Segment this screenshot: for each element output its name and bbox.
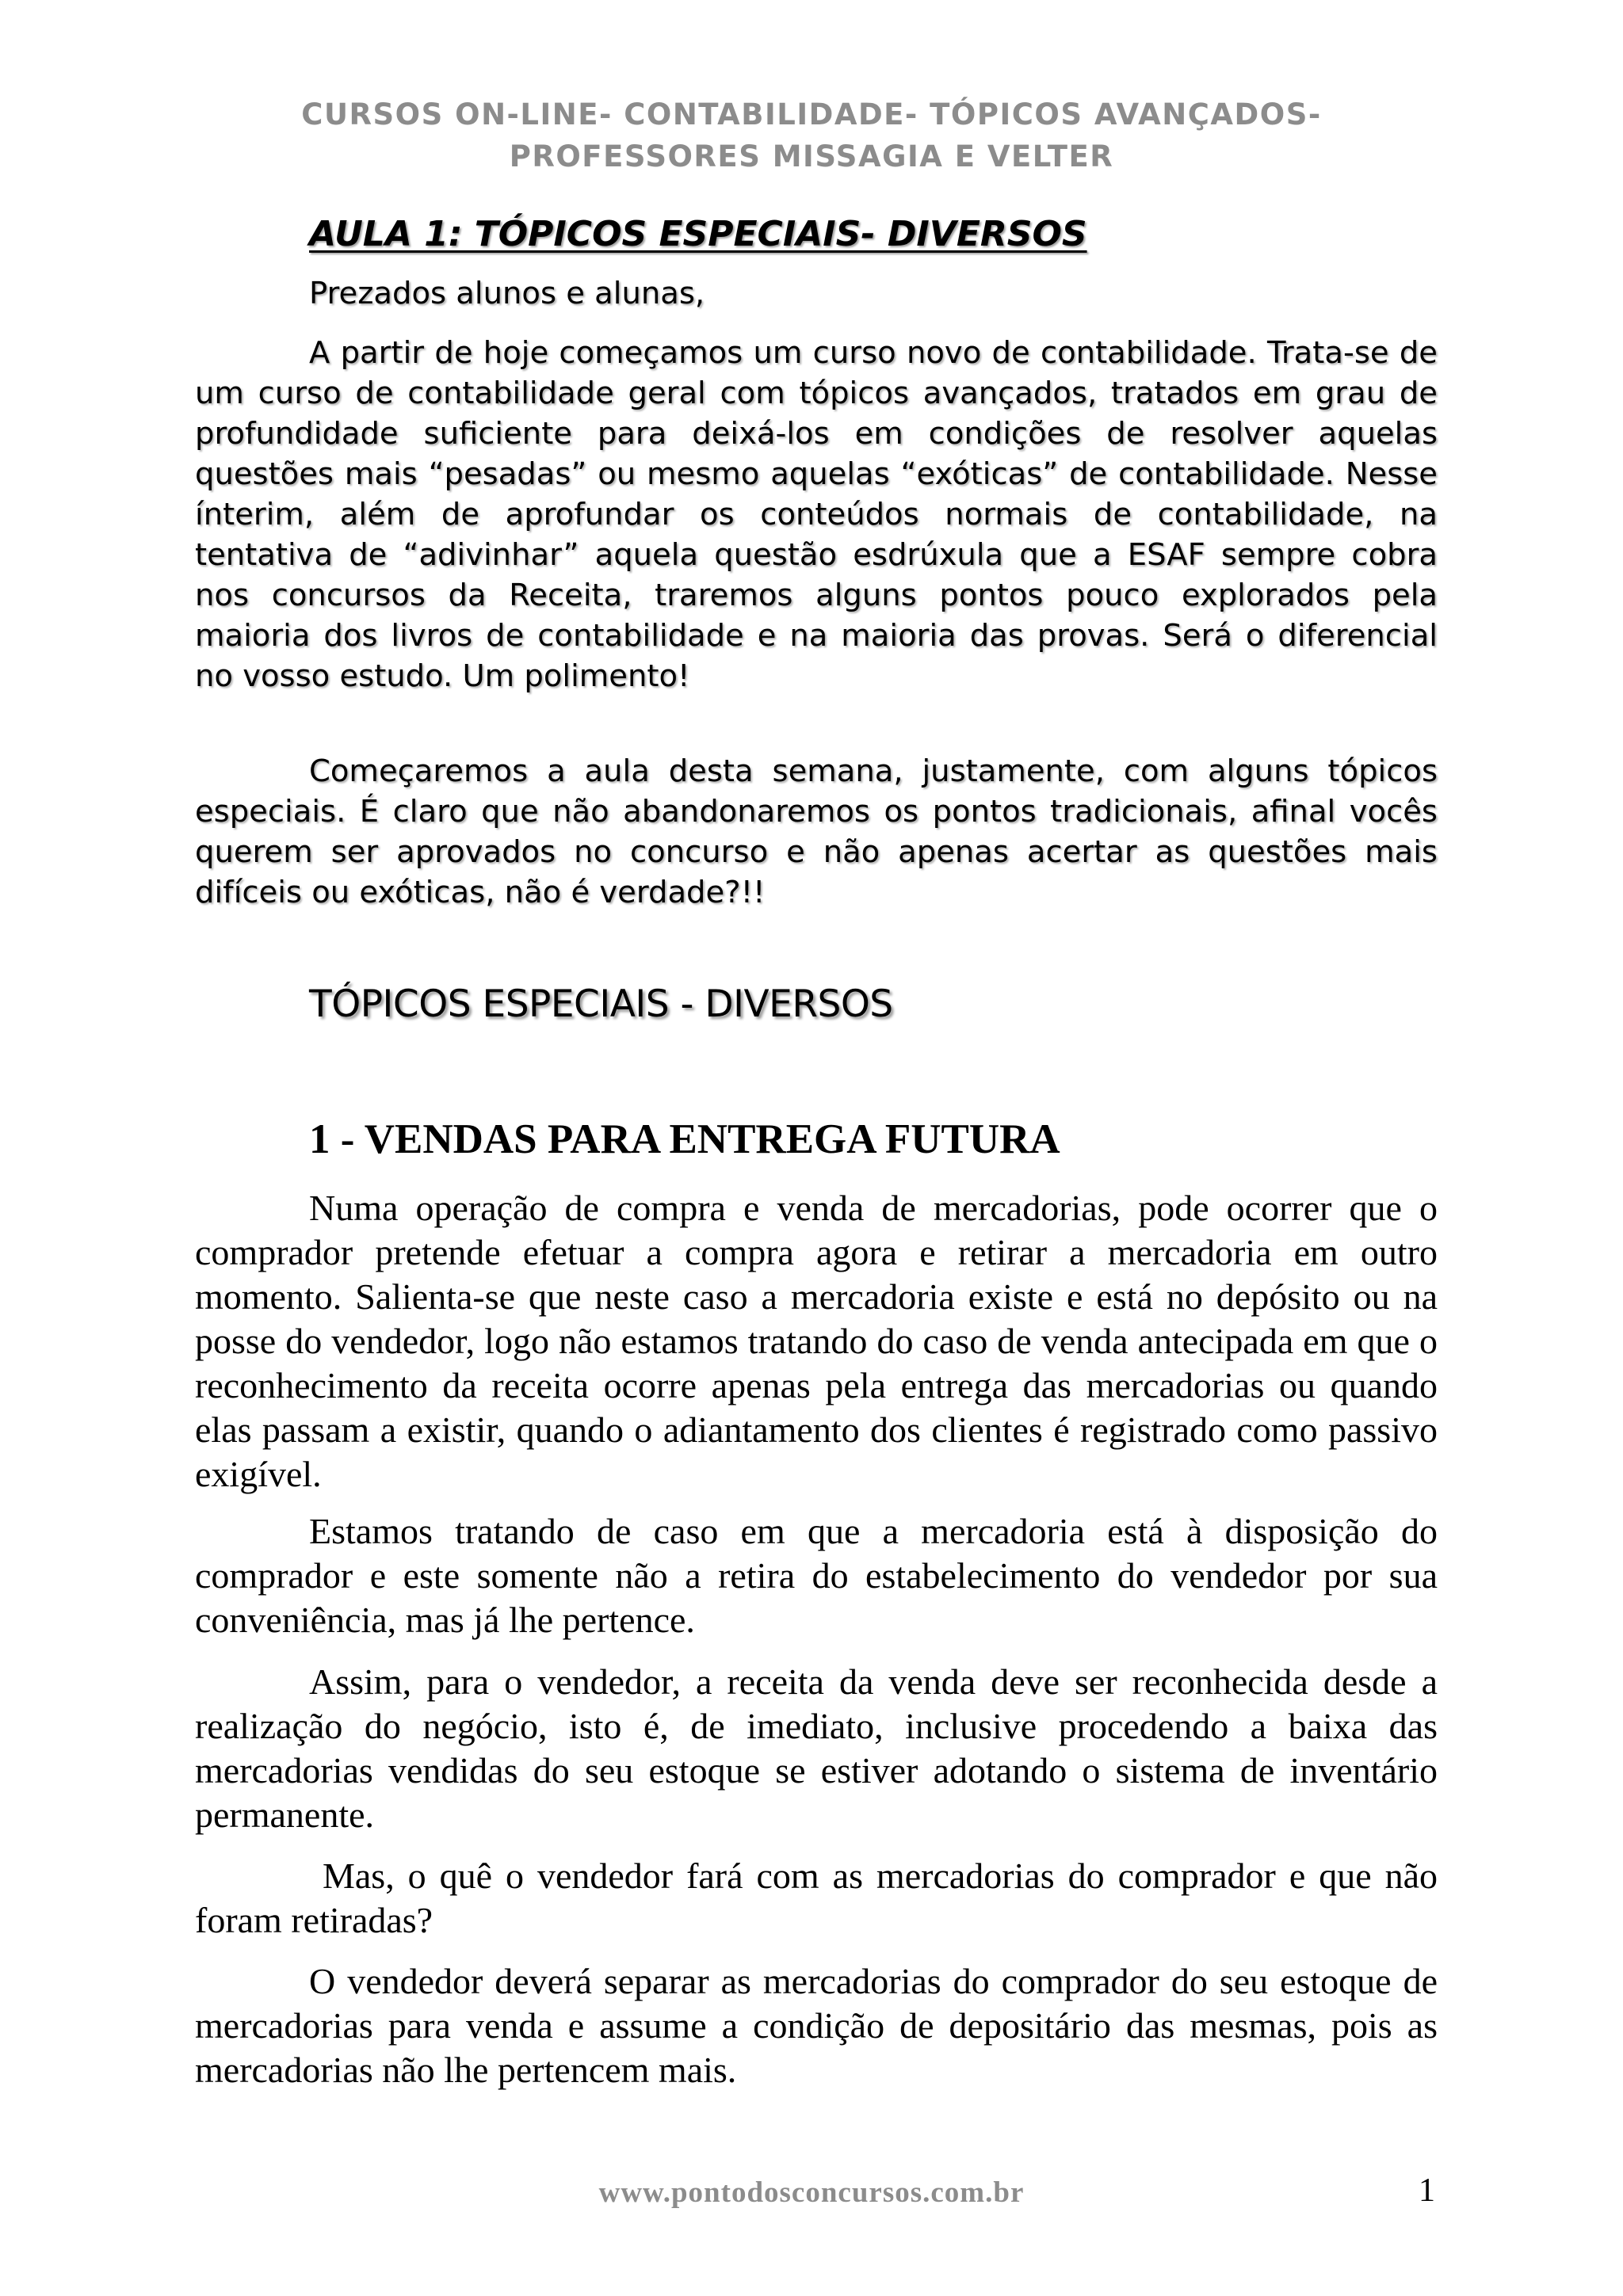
- footer-url: www.pontodosconcursos.com.br: [598, 2176, 1025, 2209]
- body-paragraph-3-block: [195, 1660, 1438, 1837]
- intro-paragraph-1-block: [195, 333, 1438, 696]
- header-line-2: PROFESSORES MISSAGIA E VELTER: [509, 139, 1114, 174]
- section-heading: 1 - VENDAS PARA ENTREGA FUTURA: [309, 1116, 1060, 1162]
- body-paragraph: O vendedor deverá separar as mercadorias do comprador do seu estoque de mercadorias para venda e assume a condição de depositário das mesmas, pois as mercadorias não lhe pertencem mais.: [195, 1961, 1438, 2090]
- body-paragraph-1-block: [195, 1186, 1438, 1497]
- body-paragraph: Mas, o quê o vendedor fará com as mercadorias do comprador e que não foram retiradas?: [195, 1855, 1447, 1940]
- body-paragraph-4-block: [195, 1854, 1447, 1943]
- topics-heading: TÓPICOS ESPECIAIS - DIVERSOS: [309, 982, 893, 1026]
- body-paragraph-2-block: [195, 1509, 1438, 1642]
- intro-paragraph: Começaremos a aula desta semana, justamente, com alguns tópicos especiais. É claro que não abandonaremos os pontos tradicionais, afinal vocês querem ser aprovados no concurso e não apenas acertar as questões mais difíceis ou exóticas, não é verdade?!!: [195, 753, 1438, 910]
- greeting: Prezados alunos e alunas,: [309, 276, 705, 311]
- page-number: 1: [1419, 2172, 1435, 2209]
- page-header: [0, 93, 1623, 177]
- intro-paragraph-2-block: [195, 751, 1438, 913]
- body-paragraph: Estamos tratando de caso em que a mercadoria está à disposição do comprador e este somente não a retira do estabelecimento do vendedor por sua conveniência, mas já lhe pertence.: [195, 1511, 1438, 1640]
- header-line-1: CURSOS ON-LINE- CONTABILIDADE- TÓPICOS AVANÇADOS-: [301, 97, 1322, 132]
- intro-paragraph: A partir de hoje começamos um curso novo de contabilidade. Trata-se de um curso de contabilidade geral com tópicos avançados, tratados em grau de profundidade suficiente para deixá-los em condições de resolver aquelas questões mais “pesadas” ou mesmo aquelas “exóticas” de contabilidade. Nesse ínterim, além de aprofundar os conteúdos normais de contabilidade, na tentativa de “adivinhar” aquela questão esdrúxula que a ESAF sempre cobra nos concursos da Receita, traremos alguns pontos pouco explorados pela maioria dos livros de contabilidade e na maioria das provas. Será o diferencial no vosso estudo. Um polimento!: [195, 335, 1438, 694]
- body-paragraph: Numa operação de compra e venda de mercadorias, pode ocorrer que o comprador pretende efetuar a compra agora e retirar a mercadoria em outro momento. Salienta-se que neste caso a mercadoria existe e está no depósito ou na posse do vendedor, logo não estamos tratando do caso de venda antecipada em que o reconhecimento da receita ocorre apenas pela entrega das mercadorias ou quando elas passam a existir, quando o adiantamento dos clientes é registrado como passivo exigível.: [195, 1188, 1438, 1494]
- body-paragraph-5-block: [195, 1959, 1438, 2092]
- lesson-title: AULA 1: TÓPICOS ESPECIAIS- DIVERSOS: [309, 214, 1087, 254]
- body-paragraph: Assim, para o vendedor, a receita da venda deve ser reconhecida desde a realização do negócio, isto é, de imediato, inclusive procedendo a baixa das mercadorias vendidas do seu estoque se estiver adotando o sistema de inventário permanente.: [195, 1661, 1438, 1835]
